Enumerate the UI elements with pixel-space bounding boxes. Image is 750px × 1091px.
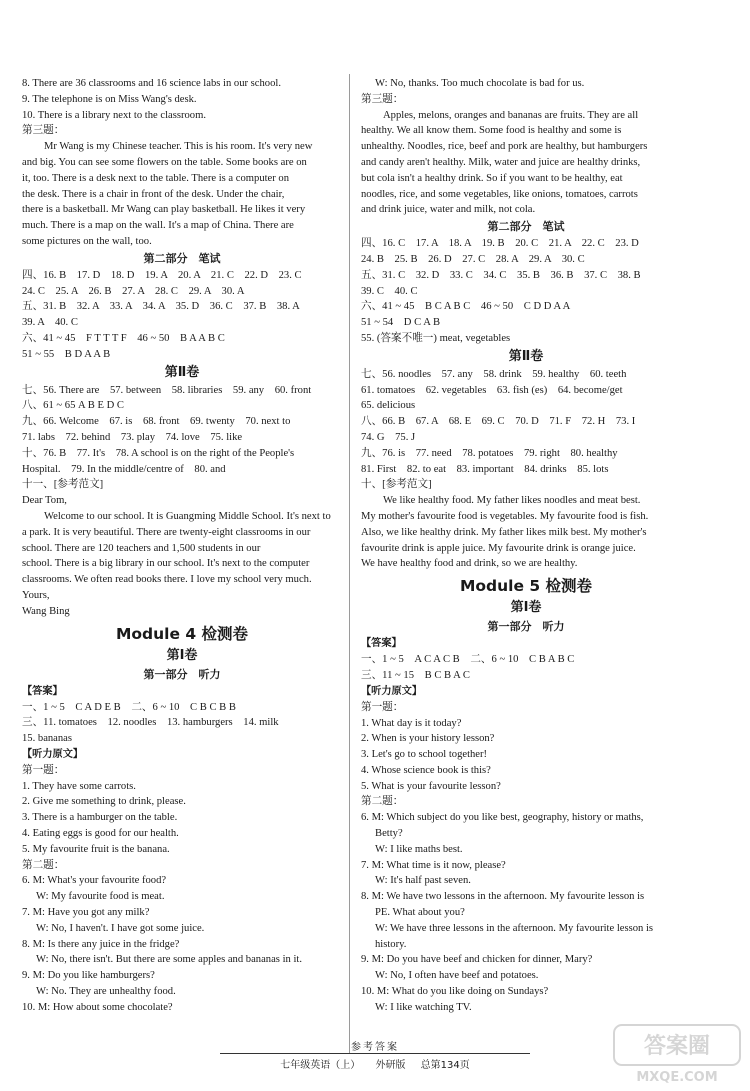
text-line: 5. What is your favourite lesson? bbox=[361, 780, 501, 792]
text-line: favourite drink is apple juice. My favourite drink is orange juice. bbox=[361, 542, 636, 554]
text-line: 2. When is your history lesson? bbox=[361, 733, 495, 745]
text-line: unhealthy. Noodles, rice, beef and pork are healthy, but hamburgers bbox=[361, 141, 648, 153]
text-line: 第三题： bbox=[22, 125, 65, 137]
text-line: 六、41 ~ 45 F T T T F 46 ~ 50 B A A B C bbox=[22, 332, 225, 344]
text-line: it, too. There is a desk next to the table. There is a computer on bbox=[22, 172, 290, 184]
text-line: 7. M: What time is it now, please? bbox=[361, 859, 506, 871]
right-column bbox=[361, 76, 691, 1016]
text-line: Mr Wang is my Chinese teacher. This is his room. It's very new bbox=[44, 141, 313, 153]
text-line: W: My favourite food is meat. bbox=[36, 891, 165, 903]
text-line: W: We have three lessons in the afternoon. My favourite lesson is bbox=[375, 922, 654, 934]
subsection-label: 【答案】 bbox=[22, 685, 63, 697]
text-line: but cola isn't a healthy drink. So if you want to be healthy, eat bbox=[361, 172, 623, 184]
text-line: Betty? bbox=[375, 828, 403, 840]
text-line: My mother's favourite food is vegetables. My favourite food is fish. bbox=[361, 510, 649, 522]
text-line: 十、76. B 77. It's 78. A school is on the right of the People's bbox=[22, 447, 295, 459]
text-line: 71. labs 72. behind 73. play 74. love 75. like bbox=[22, 431, 243, 443]
text-line: much. There is a map on the wall. It's a map of China. There are bbox=[22, 220, 294, 232]
text-line: 八、66. B 67. A 68. E 69. C 70. D 71. F 72. H 73. I bbox=[361, 416, 636, 428]
text-line: W: It's half past seven. bbox=[375, 875, 471, 887]
text-line: and candy aren't healthy. Milk, water and juice are healthy drinks, bbox=[361, 156, 641, 168]
text-line: W: No, I haven't. I have got some juice. bbox=[36, 922, 205, 934]
text-line: 第一题： bbox=[22, 764, 65, 776]
section-heading: 第一部分 听力 bbox=[143, 667, 221, 681]
text-line: 4. Whose science book is this? bbox=[361, 764, 491, 776]
text-line: We like healthy food. My father likes noodles and meat best. bbox=[383, 495, 641, 507]
section-heading: 第一部分 听力 bbox=[487, 620, 565, 634]
text-line: Apples, melons, oranges and bananas are fruits. They are all bbox=[383, 109, 639, 121]
left-column bbox=[22, 76, 342, 1016]
text-line: 六、41 ~ 45 B C A B C 46 ~ 50 C D D A A bbox=[361, 301, 571, 313]
text-line: there is a basketball. Mr Wang can play basketball. He likes it very bbox=[22, 204, 306, 216]
text-line: We have healthy food and drink, so we are healthy. bbox=[361, 558, 578, 570]
text-line: 第一题： bbox=[361, 701, 404, 713]
volume-heading: 第Ⅱ卷 bbox=[508, 348, 544, 364]
footer-grade: 七年级英语（上） bbox=[280, 1060, 361, 1071]
watermark-top-text: 答案圈 bbox=[643, 1034, 711, 1059]
text-line: 四、16. B 17. D 18. D 19. A 20. A 21. C 22. D 23. C bbox=[22, 269, 302, 281]
text-line: 三、11 ~ 15 B C B A C bbox=[361, 669, 470, 681]
text-line: history. bbox=[375, 938, 407, 950]
footer-edition: 外研版 bbox=[375, 1060, 406, 1071]
text-line: 10. M: What do you like doing on Sundays? bbox=[361, 986, 549, 998]
text-line: 九、76. is 77. need 78. potatoes 79. right 80. healthy bbox=[361, 447, 618, 459]
text-line: 39. A 40. C bbox=[22, 317, 78, 329]
text-line: Welcome to our school. It is Guangming Middle School. It's next to bbox=[44, 510, 331, 522]
module-heading: Module 5 检测卷 bbox=[459, 577, 593, 596]
footer-title: 参考答案 bbox=[351, 1042, 399, 1053]
text-line: 三、11. tomatoes 12. noodles 13. hamburgers 14. milk bbox=[22, 717, 279, 729]
text-line: 74. G 75. J bbox=[361, 431, 416, 443]
text-line: W: I like maths best. bbox=[375, 843, 463, 855]
text-line: 四、16. C 17. A 18. A 19. B 20. C 21. A 22. C 23. D bbox=[361, 238, 639, 250]
text-line: 9. M: Do you have beef and chicken for dinner, Mary? bbox=[361, 954, 593, 966]
text-line: 十一、[参考范文] bbox=[22, 479, 104, 491]
module-heading: Module 4 检测卷 bbox=[115, 624, 249, 643]
text-line: W: No. They are unhealthy food. bbox=[36, 986, 176, 998]
subsection-label: 【答案】 bbox=[361, 638, 402, 650]
text-line: 第二题： bbox=[361, 796, 404, 808]
text-line: 3. There is a hamburger on the table. bbox=[22, 812, 178, 824]
volume-heading: 第Ⅰ卷 bbox=[510, 600, 542, 616]
column-divider bbox=[349, 74, 350, 1054]
text-line: 七、56. There are 57. between 58. libraries 59. any 60. front bbox=[22, 384, 312, 396]
text-line: 10. M: How about some chocolate? bbox=[22, 1001, 173, 1013]
text-line: and drink juice, water and milk, not cola. bbox=[361, 204, 536, 216]
text-line: Dear Tom, bbox=[22, 495, 67, 507]
text-line: 10. There is a library next to the classroom. bbox=[22, 109, 206, 121]
text-line: 十、[参考范文] bbox=[361, 479, 432, 491]
volume-heading: 第Ⅰ卷 bbox=[166, 647, 198, 663]
text-line: 第二题： bbox=[22, 859, 65, 871]
text-line: 1. They have some carrots. bbox=[22, 780, 136, 792]
text-line: W: No, thanks. Too much chocolate is bad for us. bbox=[375, 78, 585, 89]
text-line: 9. The telephone is on Miss Wang's desk. bbox=[22, 93, 197, 105]
text-line: a park. It is very beautiful. There are twenty-eight classrooms in our bbox=[22, 526, 311, 538]
section-heading: 第二部分 笔试 bbox=[487, 220, 565, 234]
text-line: 3. Let's go to school together! bbox=[361, 749, 488, 761]
text-line: 81. First 82. to eat 83. important 84. drinks 85. lots bbox=[361, 463, 609, 475]
text-line: 51 ~ 55 B D A A B bbox=[22, 348, 111, 360]
text-line: 8. M: We have two lessons in the afternoon. My favourite lesson is bbox=[361, 891, 645, 903]
text-line: 65. delicious bbox=[361, 400, 416, 412]
section-heading: 第二部分 笔试 bbox=[143, 251, 221, 265]
text-line: 51 ~ 54 D C A B bbox=[361, 317, 441, 329]
text-line: 五、31. B 32. A 33. A 34. A 35. D 36. C 37. B 38. A bbox=[22, 301, 300, 313]
text-line: 4. Eating eggs is good for our health. bbox=[22, 828, 179, 840]
text-line: 55. (答案不唯一) meat, vegetables bbox=[361, 332, 511, 344]
text-line: Also, we like healthy drink. My father likes milk best. My mother's bbox=[361, 526, 647, 538]
text-line: healthy. We all know them. Some food is healthy and some is bbox=[361, 125, 622, 137]
text-line: 九、66. Welcome 67. is 68. front 69. twenty 70. next to bbox=[22, 416, 291, 428]
footer-page-number: 总第134页 bbox=[420, 1060, 470, 1071]
text-line: 61. tomatoes 62. vegetables 63. fish (es) 64. become/get bbox=[361, 384, 623, 396]
text-line: the desk. There is a chair in front of the desk. Under the chair, bbox=[22, 188, 285, 200]
text-line: 9. M: Do you like hamburgers? bbox=[22, 970, 155, 982]
text-line: 7. M: Have you got any milk? bbox=[22, 907, 150, 919]
text-line: 8. M: Is there any juice in the fridge? bbox=[22, 938, 180, 950]
subsection-label: 【听力原文】 bbox=[361, 685, 423, 697]
text-line: PE. What about you? bbox=[375, 907, 465, 919]
text-line: 一、1 ~ 5 C A D E B 二、6 ~ 10 C B C B B bbox=[22, 701, 236, 713]
text-line: Wang Bing bbox=[22, 605, 70, 617]
text-line: Hospital. 79. In the middle/centre of 80. and bbox=[22, 463, 226, 475]
text-line: 39. C 40. C bbox=[361, 285, 418, 297]
text-line: 5. My favourite fruit is the banana. bbox=[22, 843, 170, 855]
watermark-logo bbox=[612, 1021, 742, 1087]
text-line: W: I like watching TV. bbox=[375, 1001, 472, 1013]
text-line: 15. bananas bbox=[22, 733, 73, 745]
text-line: W: No, I often have beef and potatoes. bbox=[375, 970, 539, 982]
footer-rule bbox=[220, 1053, 530, 1054]
subsection-label: 【听力原文】 bbox=[22, 748, 84, 760]
text-line: noodles, rice, and some vegetables, like onions, tomatoes, carrots bbox=[361, 188, 638, 200]
text-line: 七、56. noodles 57. any 58. drink 59. healthy 60. teeth bbox=[361, 368, 627, 380]
text-line: and big. You can see some flowers on the table. Some books are on bbox=[22, 156, 307, 168]
text-line: classrooms. We often read books there. I love my school very much. bbox=[22, 574, 312, 586]
text-line: 8. There are 36 classrooms and 16 science labs in our school. bbox=[22, 78, 281, 89]
text-line: school. There are 120 teachers and 1,500 students in our bbox=[22, 542, 261, 554]
text-line: 第三题： bbox=[361, 93, 404, 105]
watermark-bottom-text: MXQE.COM bbox=[636, 1070, 718, 1085]
text-line: 24. C 25. A 26. B 27. A 28. C 29. A 30. A bbox=[22, 285, 245, 297]
text-line: 24. B 25. B 26. D 27. C 28. A 29. A 30. C bbox=[361, 253, 585, 265]
text-line: Yours, bbox=[22, 589, 50, 601]
text-line: W: No, there isn't. But there are some apples and bananas in it. bbox=[36, 954, 302, 966]
text-line: school. There is a big library in our school. It's next to the computer bbox=[22, 558, 310, 570]
text-line: 6. M: Which subject do you like best, geography, history or maths, bbox=[361, 812, 644, 824]
text-line: 一、1 ~ 5 A C A C B 二、6 ~ 10 C B A B C bbox=[361, 654, 575, 666]
text-line: 1. What day is it today? bbox=[361, 717, 462, 729]
text-line: 八、61 ~ 65 A B E D C bbox=[22, 400, 124, 412]
text-line: 五、31. C 32. D 33. C 34. C 35. B 36. B 37. C 38. B bbox=[361, 269, 641, 281]
volume-heading: 第Ⅱ卷 bbox=[164, 364, 200, 380]
text-line: 6. M: What's your favourite food? bbox=[22, 875, 167, 887]
text-line: 2. Give me something to drink, please. bbox=[22, 796, 186, 808]
text-line: some pictures on the wall, too. bbox=[22, 235, 152, 247]
